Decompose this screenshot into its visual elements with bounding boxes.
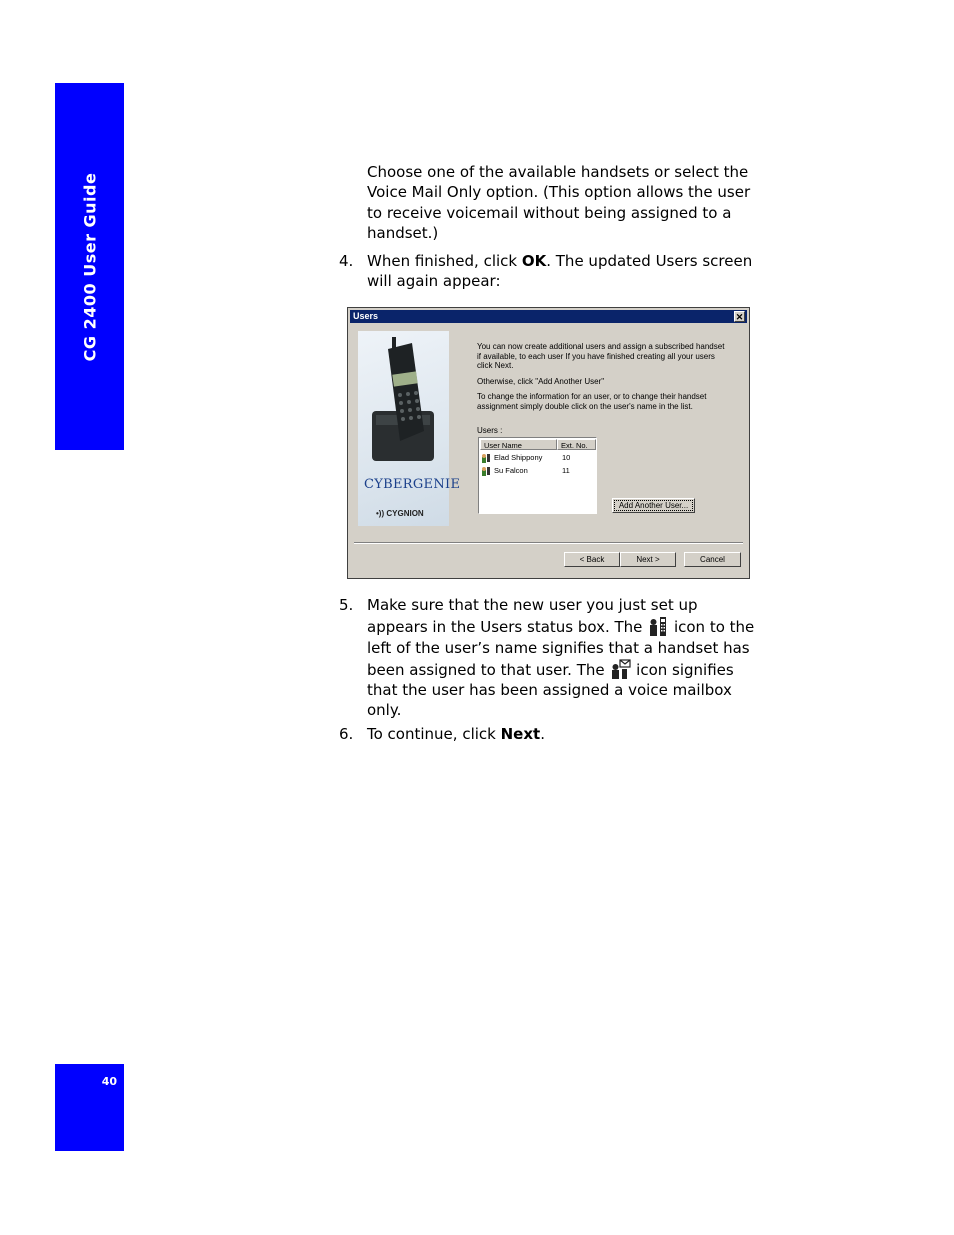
brand-logo: CYBERGENIE (364, 477, 461, 492)
next-button[interactable]: Next > (620, 552, 676, 567)
dialog-titlebar (350, 310, 747, 323)
list-item[interactable] (481, 452, 595, 464)
step-4-bold: OK (521, 252, 547, 270)
dialog-title: Users (353, 311, 379, 321)
users-dialog (347, 307, 750, 579)
step-6-number: 6. (339, 725, 354, 743)
step-5-part-c: icon signifies that the user has been assigned a voice mailbox only. (367, 660, 734, 720)
user-ext: 10 (562, 453, 571, 462)
brand-sub-logo (376, 509, 424, 518)
step-5-part-b: icon to the left of the user’s name signifies that a handset has been assigned to that user. The (367, 618, 755, 679)
step-5-part-a: Make sure that the new user you just set up appears in the Users status box. The (367, 596, 698, 637)
step-4-post: . The updated Users screen will again appear: (367, 252, 753, 291)
step-4-number: 4. (339, 252, 354, 270)
dialog-instruction-3: To change the information for an user, or to change their handset assignment simply double click on the user's name in the list. (477, 392, 707, 411)
back-button[interactable]: < Back (564, 552, 620, 567)
user-name: Elad Shippony (494, 453, 543, 462)
cancel-button[interactable]: Cancel (684, 552, 741, 567)
dialog-instruction-1: You can now create additional users and assign a subscribed handset if available, to each user If you have finished creating all your users click Next. (477, 342, 725, 370)
step-6-text (367, 724, 759, 744)
page-number-tab (55, 1064, 124, 1151)
user-name: Su Falcon (494, 466, 528, 475)
brand-sub-text: CYGNION (386, 509, 424, 518)
phone-handset-icon (358, 331, 449, 471)
voicemail-user-icon (609, 658, 631, 680)
user-ext: 11 (562, 466, 570, 475)
step-4-text (367, 251, 759, 292)
column-header-ext-no[interactable]: Ext. No. (557, 439, 596, 450)
handset-user-icon (481, 453, 491, 463)
step-5-number: 5. (339, 596, 354, 614)
dialog-separator (354, 542, 743, 544)
add-another-user-button[interactable]: Add Another User... (612, 498, 695, 513)
dialog-instruction-2: Otherwise, click "Add Another User" (477, 377, 605, 386)
column-header-user-name[interactable]: User Name (480, 439, 557, 450)
step-5-text (367, 595, 759, 721)
handset-user-icon (647, 615, 669, 637)
intro-paragraph: Choose one of the available handsets or select the Voice Mail Only option. (This option allows the user to receive voicemail without being assigned to a handset.) (367, 163, 751, 242)
step-4-pre: When finished, click (367, 252, 522, 270)
step-6-bold: Next (500, 725, 541, 743)
users-label: Users : (477, 426, 503, 435)
users-list[interactable] (478, 437, 597, 514)
product-image (358, 331, 461, 526)
close-icon[interactable]: ✕ (735, 312, 744, 322)
step-6-pre: To continue, click (367, 725, 501, 743)
step-6-post: . (540, 725, 545, 743)
signal-icon: •)) (376, 509, 385, 518)
sidebar-title: CG 2400 User Guide (80, 172, 99, 361)
list-item[interactable] (481, 465, 595, 477)
sidebar-tab (55, 83, 124, 450)
page-number: 40 (101, 1075, 117, 1088)
handset-user-icon (481, 466, 491, 476)
